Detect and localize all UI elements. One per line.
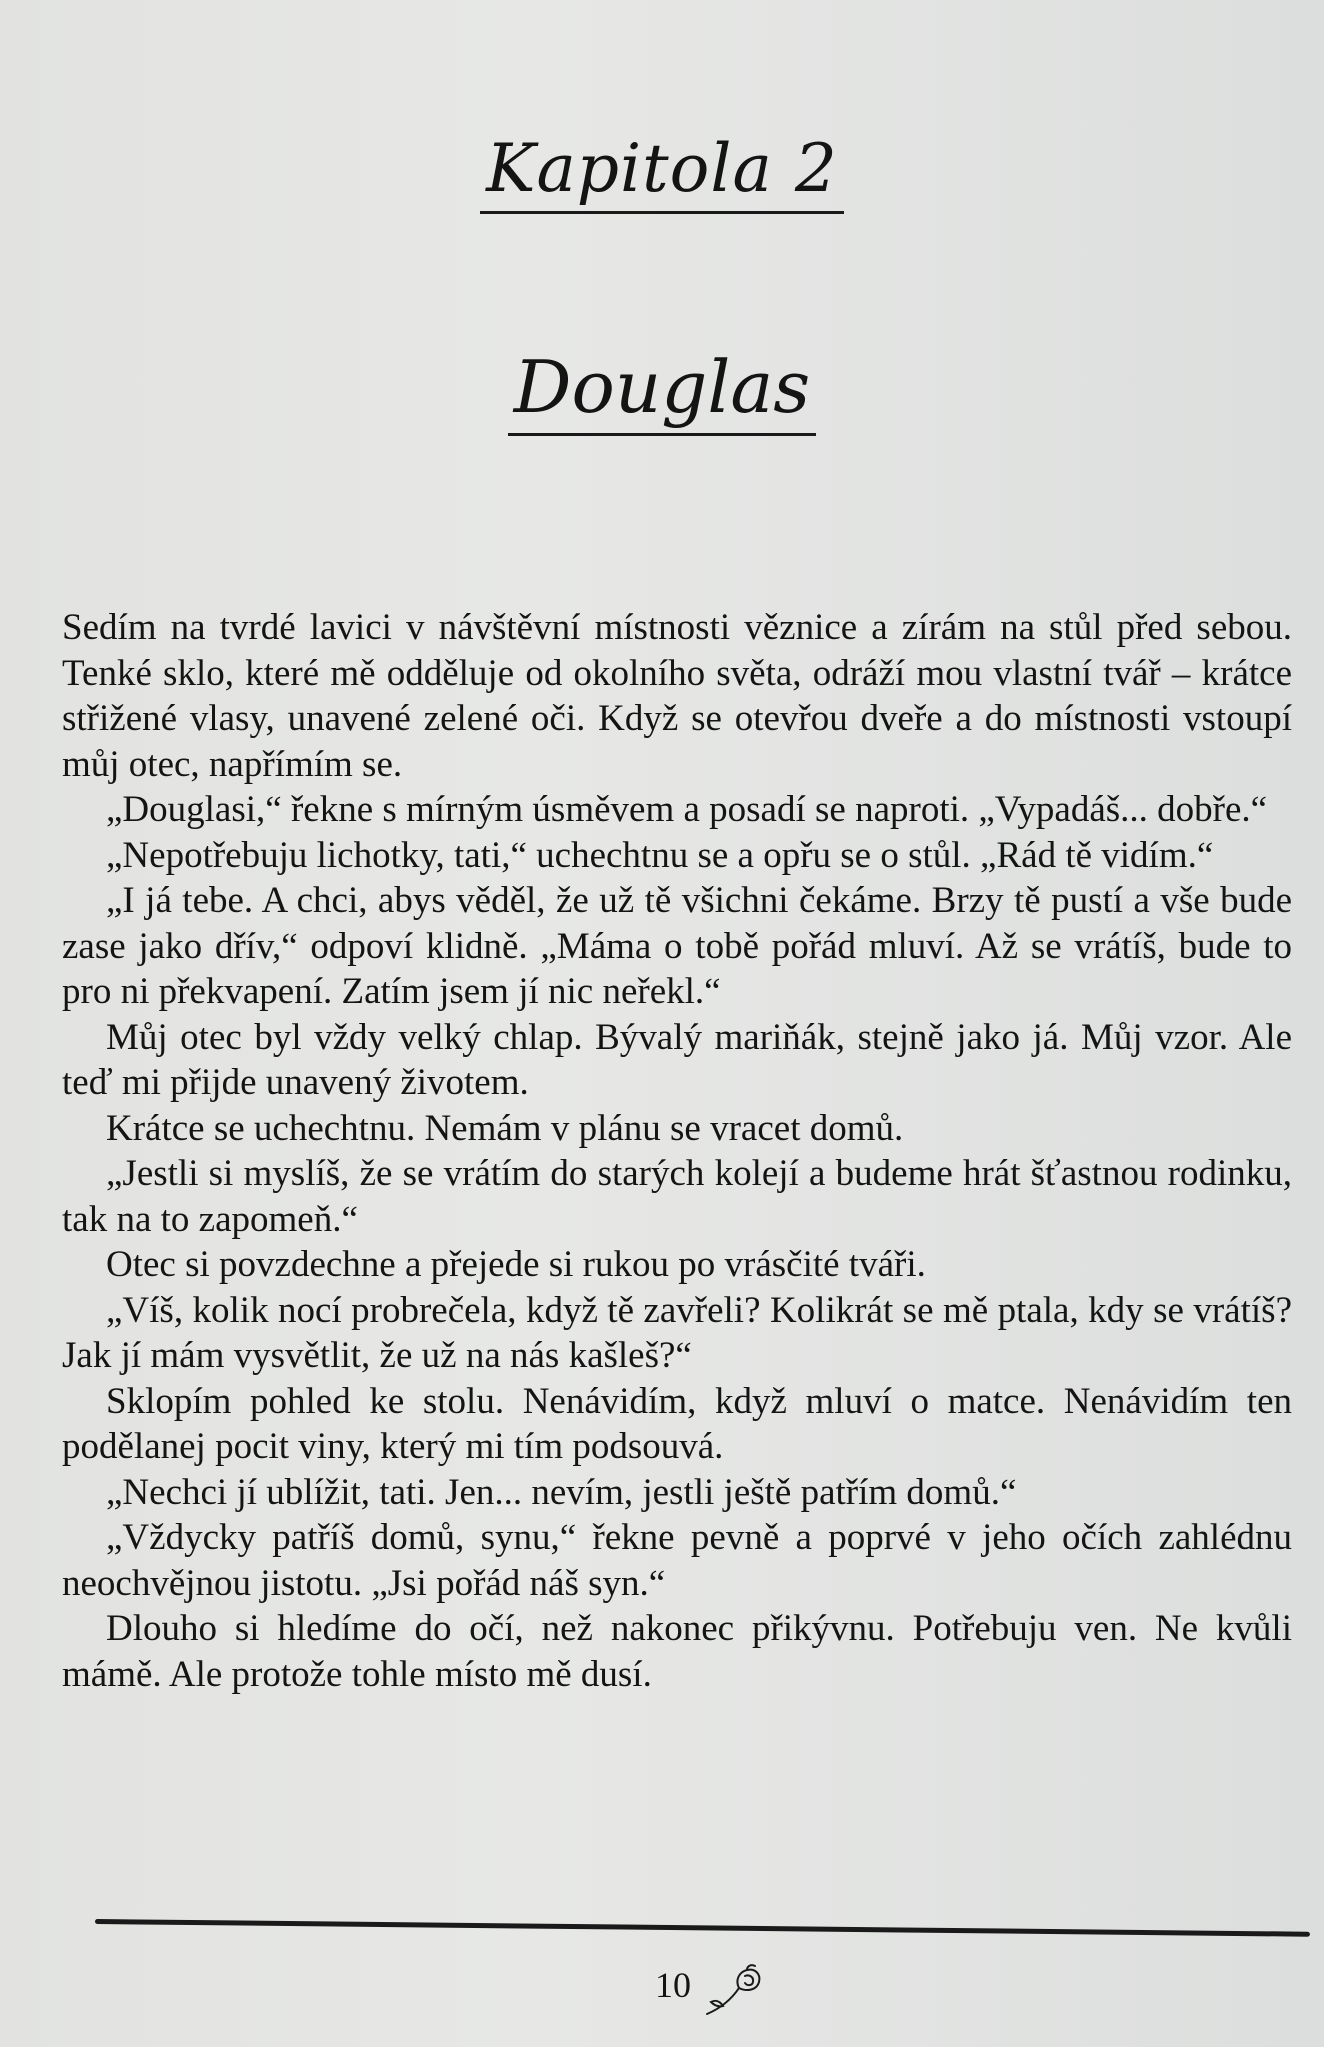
chapter-heading <box>0 130 1324 214</box>
chapter-label: Kapitola 2 <box>480 130 844 214</box>
paragraph: „Nepotřebuju lichotky, tati,“ uchechtnu se a opřu se o stůl. „Rád tě vidím.“ <box>106 834 1214 876</box>
page-number: 10 <box>655 1965 691 2005</box>
paragraph: Otec si povzdechne a přejede si rukou po vrásčité tváři. <box>106 1244 926 1285</box>
paragraph: „Víš, kolik nocí probrečela, když tě zavřeli? Kolikrát se mě ptala, kdy se vrátíš? Jak jí mám vysvětlit, že už na nás kašleš?“ <box>62 1289 1292 1376</box>
paragraph: „I já tebe. A chci, abys věděl, že už tě všichni čekáme. Brzy tě pustí a vše bude zase jako dřív,“ odpoví klidně. „Máma o tobě pořád mluví. Až se vrátíš, bude to pro ni překvapení. Zatím jsem jí nic neřekl.“ <box>62 880 1292 1012</box>
paragraph: „Vždycky patříš domů, synu,“ řekne pevně a poprvé v jeho očích zahlédnu neochvějnou jistotu. „Jsi pořád náš syn.“ <box>62 1517 1292 1604</box>
footer-divider <box>95 1919 1310 1937</box>
rose-icon <box>701 1950 771 2020</box>
paragraph: Sedím na tvrdé lavici v návštěvní místnosti věznice a zírám na stůl před sebou. Tenké sklo, které mě odděluje od okolního světa, odráží mou vlastní tvář – krátce střižené vlasy, unavené zelené oči. Když se otevřou dveře a do místnosti vstoupí můj otec, napřímím se. <box>62 607 1292 785</box>
paragraph: „Nechci jí ublížit, tati. Jen... nevím, jestli ještě patřím domů.“ <box>106 1471 1017 1513</box>
paragraph: „Jestli si myslíš, že se vrátím do starých kolejí a budeme hrát šťastnou rodinku, tak na to zapomeň.“ <box>62 1153 1292 1240</box>
paragraph: Sklopím pohled ke stolu. Nenávidím, když mluví o matce. Nenávidím ten podělanej pocit viny, který mi tím podsouvá. <box>62 1380 1292 1467</box>
paragraph: Krátce se uchechtnu. Nemám v plánu se vracet domů. <box>106 1107 904 1149</box>
pov-heading <box>0 345 1324 436</box>
paragraph: Dlouho si hledíme do očí, než nakonec přikývnu. Potřebuju ven. Ne kvůli mámě. Ale protože tohle místo mě dusí. <box>62 1608 1292 1695</box>
chapter-body <box>62 605 1292 1697</box>
paragraph: „Douglasi,“ řekne s mírným úsměvem a posadí se naproti. „Vypadáš... dobře.“ <box>106 789 1268 830</box>
page-footer <box>655 1950 771 2020</box>
paragraph: Můj otec byl vždy velký chlap. Bývalý mariňák, stejně jako já. Můj vzor. Ale teď mi přijde unavený životem. <box>62 1016 1292 1103</box>
pov-name: Douglas <box>508 345 816 436</box>
